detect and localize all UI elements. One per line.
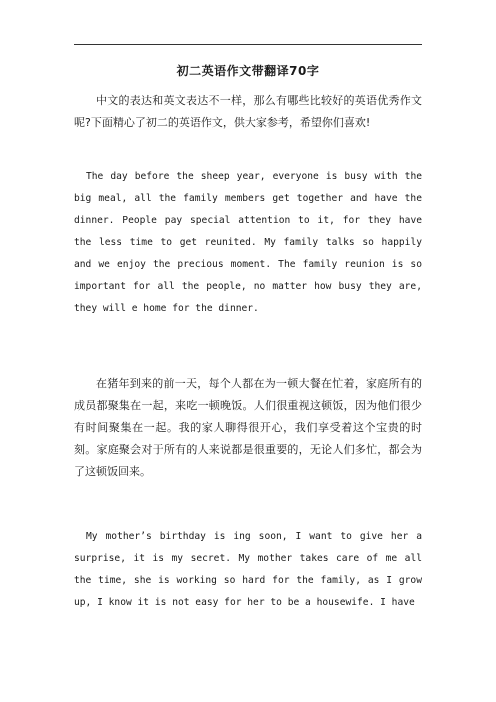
paragraph-chinese-1: 在猪年到来的前一天，每个人都在为一顿大餐在忙着，家庭所有的成员都聚集在一起，来吃一顿晚饭。人们很重视这顿饭，因为他们很少有时间聚集在一起。我的家人聊得很开心，我们享受着这个宝贵的时刻。家庭聚会对于所有的人来说都是很重要的，无论人们多忙，都会为了这顿饭回来。 (74, 377, 422, 478)
intro-paragraph: 中文的表达和英文表达不一样，那么有哪些比较好的英语优秀作文呢?下面精心了初二的英语作文，供大家参考，希望你们喜欢! (74, 94, 422, 129)
header-rule (74, 44, 422, 45)
paragraph-english-2: My mother’s birthday is ing soon, I want to give her a surprise, it is my secret. My mother takes care of me all the time, she is working so hard for the family, as I grow up, I know it is not easy for her to be a housewife. I have (74, 531, 422, 608)
paragraph-english-1: The day before the sheep year, everyone is busy with the big meal, all the family members get together and have the dinner. People pay special attention to it, for they have the less time to get reunited. My family talks so happily and we enjoy the precious moment. The family reunion is so important for all the people, no matter how busy they are, they will e home for the dinner. (74, 171, 422, 314)
document-title: 初二英语作文带翻译70字 (176, 64, 320, 78)
